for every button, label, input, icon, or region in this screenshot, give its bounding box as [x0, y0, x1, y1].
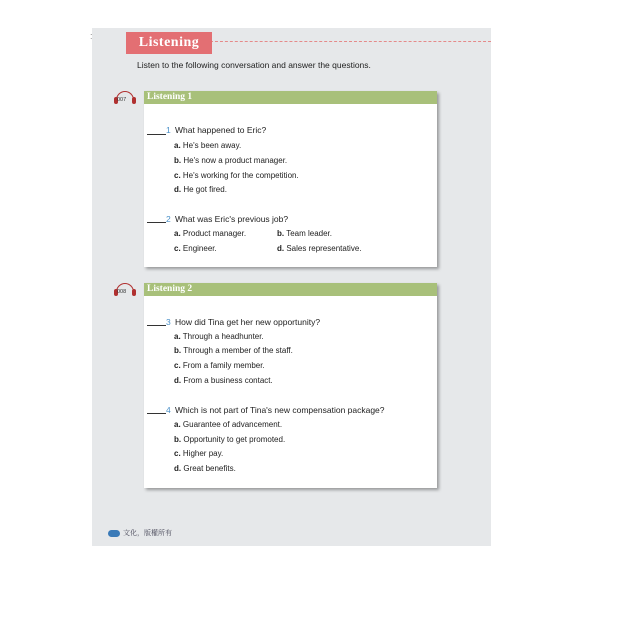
answer-blank[interactable] — [147, 325, 166, 326]
section-title: Listening — [126, 32, 212, 54]
answer-blank[interactable] — [147, 413, 166, 414]
option: b. Opportunity to get promoted. — [174, 435, 286, 444]
option: d. He got fired. — [174, 185, 227, 194]
card-title: Listening 2 — [144, 283, 437, 296]
question-text: What was Eric's previous job? — [175, 214, 289, 224]
question-number: 3 — [166, 317, 171, 327]
card-title: Listening 1 — [144, 91, 437, 104]
instructions: Listen to the following conversation and answer the questions. — [137, 60, 371, 70]
option: c. From a family member. — [174, 361, 265, 370]
page-mark: : — [90, 31, 93, 41]
option: c. Engineer. — [174, 244, 217, 253]
question-number: 1 — [166, 125, 171, 135]
option: a. He's been away. — [174, 141, 242, 150]
option: d. Sales representative. — [277, 244, 362, 253]
option: c. He's working for the competition. — [174, 171, 299, 180]
option: b. Through a member of the staff. — [174, 346, 293, 355]
answer-blank[interactable] — [147, 222, 166, 223]
question-text: What happened to Eric? — [175, 125, 267, 135]
option: b. Team leader. — [277, 229, 332, 238]
logo-icon — [108, 530, 120, 537]
question-number: 4 — [166, 405, 171, 415]
option: d. Great benefits. — [174, 464, 236, 473]
question-text: Which is not part of Tina's new compensation package? — [175, 405, 385, 415]
listening-card-2 — [144, 283, 437, 488]
track-number: 008 — [117, 289, 127, 295]
track-number: 007 — [117, 97, 127, 103]
option: a. Product manager. — [174, 229, 247, 238]
headphones-icon[interactable] — [114, 283, 136, 297]
option: b. He's now a product manager. — [174, 156, 288, 165]
title-divider — [210, 41, 491, 42]
option: a. Through a headhunter. — [174, 332, 264, 341]
footer-text: 文化，版權所有 — [123, 530, 172, 537]
headphones-icon[interactable] — [114, 91, 136, 105]
listening-card-1 — [144, 91, 437, 267]
option: c. Higher pay. — [174, 449, 224, 458]
option: a. Guarantee of advancement. — [174, 420, 283, 429]
question-text: How did Tina get her new opportunity? — [175, 317, 321, 327]
publisher-logo — [108, 528, 172, 538]
answer-blank[interactable] — [147, 134, 166, 135]
question-number: 2 — [166, 214, 171, 224]
option: d. From a business contact. — [174, 376, 273, 385]
